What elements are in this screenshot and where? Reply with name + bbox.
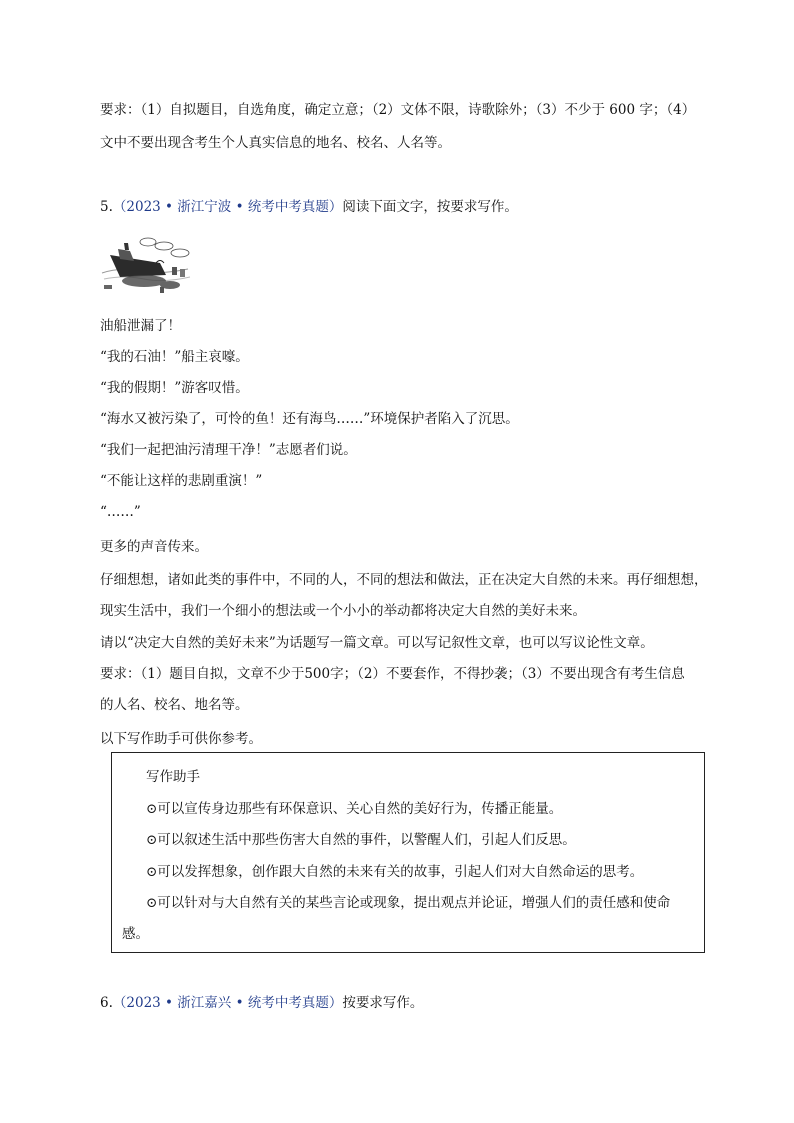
writing-helper-box (111, 752, 705, 953)
q6-header (100, 994, 423, 1012)
q5-requirements-line2: 的人名、校名、地名等。 (100, 697, 249, 713)
helper-item-3: ⊙可以发挥想象，创作跟大自然的未来有关的故事，引起人们对大自然命运的思考。 (146, 864, 644, 880)
q5-source: （2023 • 浙江宁波 • 统考中考真题） (112, 199, 343, 215)
helper-item-4-line2: 感。 (122, 926, 149, 942)
helper-item-4-line1: ⊙可以针对与大自然有关的某些言论或现象，提出观点并论证，增强人们的责任感和使命 (146, 895, 671, 911)
q5-line-6: “不能让这样的悲剧重演！” (100, 473, 263, 489)
helper-item-2: ⊙可以叙述生活中那些伤害大自然的事件，以警醒人们，引起人们反思。 (146, 832, 576, 848)
q5-paragraph1-line1: 仔细想想，诸如此类的事件中，不同的人，不同的想法和做法，正在决定大自然的未来。再仔细想想， (100, 572, 708, 588)
q5-prompt: 阅读下面文字，按要求写作。 (342, 199, 518, 215)
helper-title: 写作助手 (146, 769, 200, 785)
q6-prompt: 按要求写作。 (342, 995, 424, 1011)
q5-line-4: “海水又被污染了，可怜的鱼！还有海鸟……”环境保护者陷入了沉思。 (100, 411, 519, 427)
q5-helper-intro: 以下写作助手可供你参考。 (100, 731, 262, 747)
q5-header (100, 198, 518, 216)
q5-number: 5. (100, 199, 113, 215)
q5-paragraph1-line2: 现实生活中，我们一个细小的想法或一个小小的举动都将决定大自然的美好未来。 (100, 603, 586, 619)
q5-line-1: 油船泄漏了！ (100, 318, 181, 334)
q5-line-7: “……” (100, 504, 141, 520)
q5-requirements-line1: 要求：（1）题目自拟，文章不少于500字；（2）不要套作，不得抄袭；（3）不要出现含有考生信息 (100, 666, 685, 682)
q5-line-8: 更多的声音传来。 (100, 539, 208, 555)
q4-requirements-line2: 文中不要出现含考生个人真实信息的地名、校名、人名等。 (100, 135, 451, 151)
q6-source: （2023 • 浙江嘉兴 • 统考中考真题） (112, 995, 343, 1011)
helper-item-1: ⊙可以宣传身边那些有环保意识、关心自然的美好行为，传播正能量。 (146, 801, 563, 817)
q4-requirements-line1: 要求：（1）自拟题目，自选角度，确定立意；（2）文体不限，诗歌除外；（3）不少于 600 字；（4） (100, 102, 696, 118)
q5-line-3: “我的假期！”游客叹惜。 (100, 380, 249, 396)
q5-line-2: “我的石油！”船主哀嚎。 (100, 349, 249, 365)
q5-paragraph2: 请以“决定大自然的美好未来”为话题写一篇文章。可以写记叙性文章，也可以写议论性文章。 (100, 635, 654, 651)
q5-line-5: “我们一起把油污清理干净！”志愿者们说。 (100, 442, 357, 458)
q6-number: 6. (100, 995, 113, 1011)
oil-tanker-illustration (100, 233, 192, 295)
